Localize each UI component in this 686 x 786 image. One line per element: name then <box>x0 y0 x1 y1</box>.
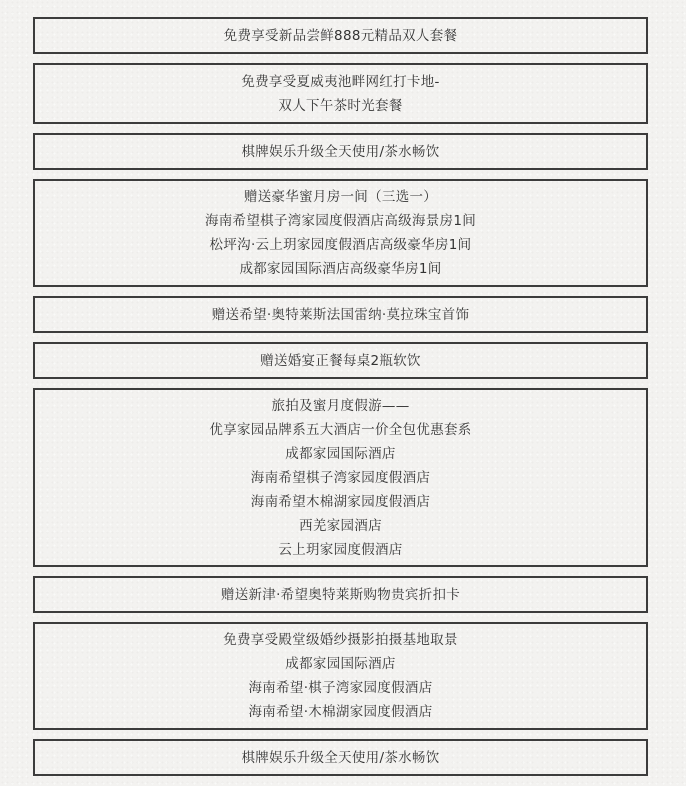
benefit-line: 海南希望棋子湾家园度假酒店 <box>250 469 431 486</box>
benefit-line: 赠送婚宴正餐每桌2瓶软饮 <box>260 352 421 369</box>
benefit-box-8 <box>33 576 648 613</box>
benefit-line: 双人下午茶时光套餐 <box>278 97 403 114</box>
benefit-line: 海南希望棋子湾家园度假酒店高级海景房1间 <box>204 213 477 229</box>
benefit-line: 免费享受夏威夷池畔网红打卡地- <box>241 73 440 90</box>
benefit-line: 棋牌娱乐升级全天使用/茶水畅饮 <box>241 143 440 160</box>
benefit-line: 免费享受新品尝鲜888元精品双人套餐 <box>223 27 458 44</box>
benefit-box-4 <box>33 179 648 287</box>
benefit-box-3 <box>33 133 648 170</box>
benefit-line: 松坪沟·云上玥家园度假酒店高级豪华房1间 <box>209 237 472 253</box>
benefit-line: 西羌家园酒店 <box>299 517 382 534</box>
benefit-box-7 <box>33 388 648 567</box>
benefit-line: 成都家园国际酒店高级豪华房1间 <box>239 261 442 277</box>
benefit-line: 赠送新津·希望奥特莱斯购物贵宾折扣卡 <box>220 586 461 603</box>
benefit-box-6 <box>33 342 648 379</box>
benefit-line: 海南希望·木棉湖家园度假酒店 <box>248 704 433 720</box>
benefit-box-9 <box>33 622 648 730</box>
benefit-line: 赠送豪华蜜月房一间（三选一） <box>243 189 438 205</box>
benefit-line: 赠送希望·奥特莱斯法国雷纳·莫拉珠宝首饰 <box>211 306 470 323</box>
benefit-box-10 <box>33 739 648 776</box>
benefit-line: 云上玥家园度假酒店 <box>278 541 403 558</box>
benefit-box-5 <box>33 296 648 333</box>
benefit-line: 优享家园品牌系五大酒店一价全包优惠套系 <box>209 421 472 438</box>
benefit-line: 成都家园国际酒店 <box>285 656 396 672</box>
benefit-line: 棋牌娱乐升级全天使用/茶水畅饮 <box>241 749 440 766</box>
benefit-line: 成都家园国际酒店 <box>285 445 396 462</box>
benefit-line: 海南希望木棉湖家园度假酒店 <box>250 493 431 510</box>
benefit-line: 海南希望·棋子湾家园度假酒店 <box>248 680 433 696</box>
benefit-box-1 <box>33 17 648 54</box>
benefit-box-2 <box>33 63 648 124</box>
benefit-line: 旅拍及蜜月度假游—— <box>271 397 410 414</box>
benefit-line: 免费享受殿堂级婚纱摄影拍摄基地取景 <box>223 632 458 648</box>
